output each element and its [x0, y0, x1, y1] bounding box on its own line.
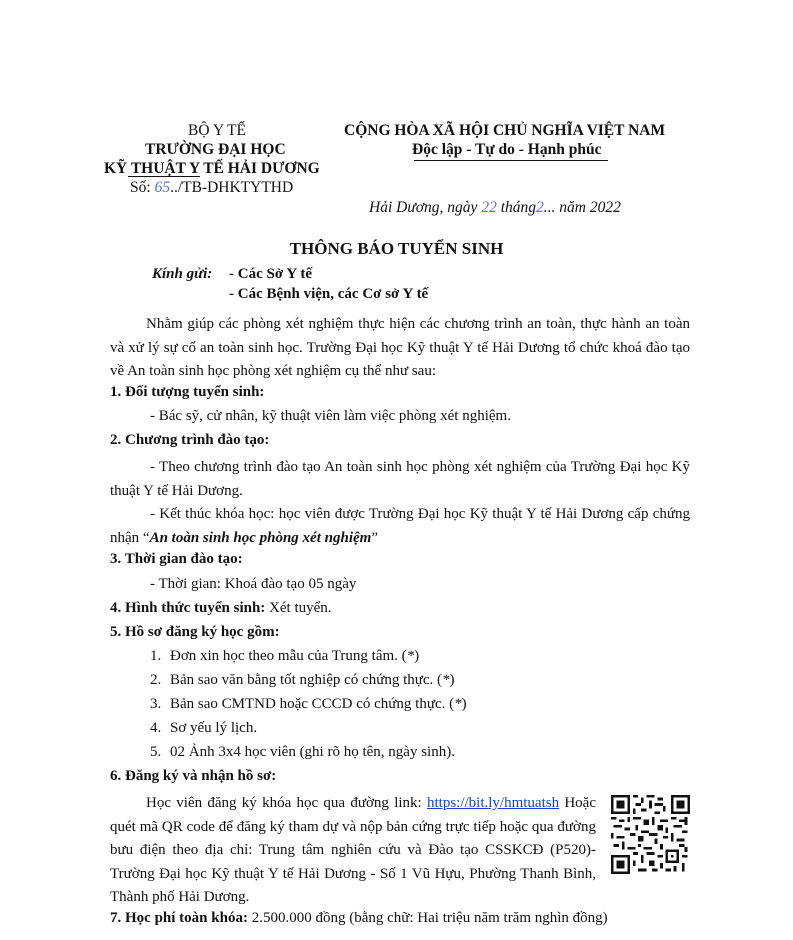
ministry-name: BỘ Y TẾ — [188, 122, 246, 139]
header-left-underline — [128, 176, 200, 177]
section-3-item: - Thời gian: Khoá đào tạo 05 ngày — [150, 576, 357, 592]
section-7-line — [110, 910, 608, 927]
section-2-paragraph-1: - Theo chương trình đào tạo An toàn sinh học phòng xét nghiệm của Trường Đại học Kỹ thuật Y tế Hải Dương. — [110, 459, 690, 499]
issue-date: Hải Dương, ngày 22 tháng2... năm 2022 — [369, 199, 621, 216]
handwritten-day: 22 — [481, 199, 497, 216]
country-name: CỘNG HÒA XÃ HỘI CHỦ NGHĨA VIỆT NAM — [344, 122, 666, 139]
school-name-line2: KỸ THUẬT Y TẾ HẢI DƯƠNG — [104, 160, 320, 177]
section-1-heading: 1. Đối tượng tuyển sinh: — [110, 384, 265, 400]
section-4-heading: 4. Hình thức tuyển sinh: — [110, 600, 266, 616]
section-4-line — [110, 600, 332, 617]
page-title: THÔNG BÁO TUYỂN SINH — [289, 239, 504, 258]
list-item: 3. Bản sao CMTND hoặc CCCD có chứng thực. (*) — [150, 696, 467, 712]
list-item: 1. Đơn xin học theo mẫu của Trung tâm. (*) — [150, 648, 420, 664]
certificate-name: An toàn sinh học phòng xét nghiệm — [149, 529, 372, 546]
recipient-line-2: - Các Bệnh viện, các Cơ sở Y tế — [229, 286, 429, 302]
section-6-heading: 6. Đăng ký và nhận hồ sơ: — [110, 768, 277, 784]
handwritten-month: 2 — [536, 199, 544, 216]
qr-code-icon[interactable] — [611, 795, 690, 874]
section-2-paragraph-2: - Kết thúc khóa học: học viên được Trường Đại học Kỹ thuật Y tế Hải Dương cấp chứng nhận “An toàn sinh học phòng xét nghiệm” — [110, 506, 690, 546]
school-name-line1: TRƯỜNG ĐẠI HỌC — [145, 141, 286, 158]
intro-paragraph: Nhằm giúp các phòng xét nghiệm thực hiện các chương trình an toàn, thực hành an toàn và xử lý sự cố an toàn sinh học. Trường Đại học Kỹ thuật Y tế Hải Dương tổ chức khoá đào tạo về An toàn sinh học phòng xét nghiệm cụ thể như sau: — [110, 316, 690, 379]
section-1-item: - Bác sỹ, cử nhân, kỹ thuật viên làm việc phòng xét nghiệm. — [150, 408, 511, 424]
section-3-heading: 3. Thời gian đào tạo: — [110, 551, 243, 567]
list-item: 4. Sơ yếu lý lịch. — [150, 720, 258, 736]
section-7-value: 2.500.000 đồng (bằng chữ: Hai triệu năm trăm nghìn đồng) — [247, 910, 608, 926]
section-5-heading: 5. Hồ sơ đăng ký học gồm: — [110, 624, 280, 640]
document-number: Số: 65../TB-DHKTYTHD — [130, 179, 294, 196]
section-6-paragraph: Học viên đăng ký khóa học qua đường link: https://bit.ly/hmtuatsh Hoặc quét mã QR code để đăng ký tham dự và nộp bản cứng trực tiếp hoặc qua đường bưu điện theo địa chỉ: Trung tâm nghiên cứu và Đào tạo CSSKCĐ (P520)- Trường Đại học Kỹ thuật Y tế Hải Dương - Số 1 Vũ Hựu, Phường Thanh Bình, Thành phố Hải Dương. — [110, 795, 596, 905]
section-7-heading: 7. Học phí toàn khóa: — [110, 910, 248, 926]
recipient-line-1: - Các Sở Y tế — [229, 266, 313, 282]
list-item: 5. 02 Ảnh 3x4 học viên (ghi rõ họ tên, ngày sinh). — [150, 744, 455, 760]
registration-link[interactable]: https://bit.ly/hmtuatsh — [426, 795, 560, 811]
section-2-heading: 2. Chương trình đào tạo: — [110, 432, 270, 448]
section-4-value: Xét tuyển. — [265, 600, 332, 616]
list-item: 2. Bản sao văn bằng tốt nghiệp có chứng thực. (*) — [150, 672, 455, 688]
motto-underline — [414, 160, 608, 161]
recipients-label: Kính gửi: — [152, 266, 213, 282]
handwritten-number: 65 — [154, 179, 171, 196]
national-motto: Độc lập - Tự do - Hạnh phúc — [412, 141, 602, 158]
